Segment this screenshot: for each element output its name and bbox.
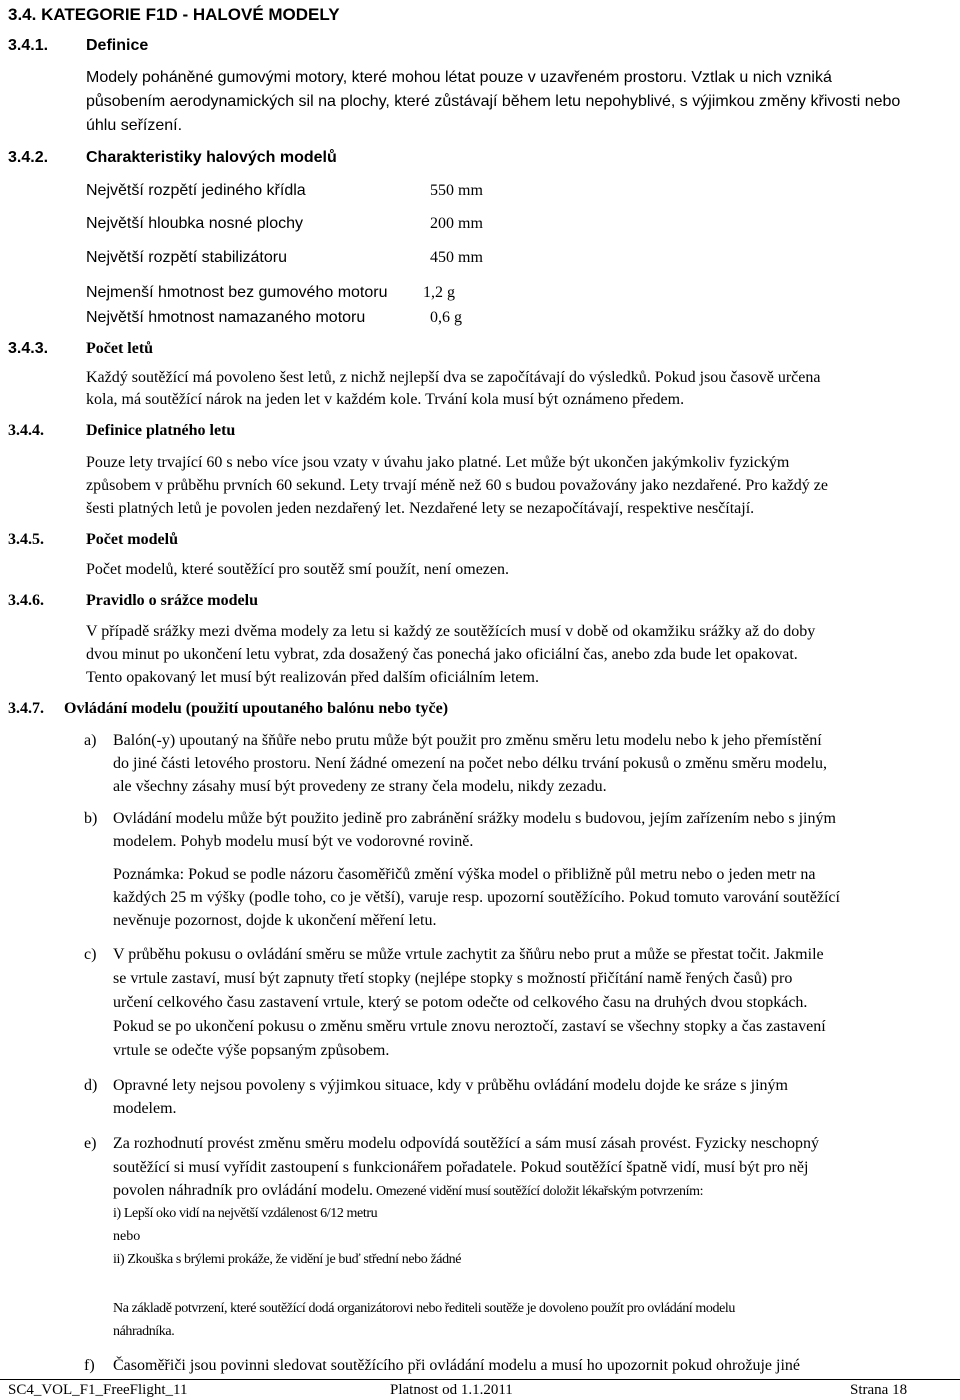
spec-label: Největší hloubka nosné plochy — [86, 215, 304, 232]
footer-page-number: Strana 18 — [850, 1382, 908, 1398]
text-line: nebo — [113, 1229, 141, 1244]
spec-label: Nejmenší hmotnost bez gumového motoru — [86, 284, 388, 301]
spec-label: Největší rozpětí jediného křídla — [86, 182, 306, 199]
spec-value: 450 mm — [430, 249, 483, 266]
section-number: 3.4.6. — [8, 592, 44, 609]
text-line: ale všechny zásahy musí být provedeny ze strany čela modelu, nikdy zezadu. — [113, 778, 607, 795]
list-marker: a) — [84, 732, 97, 749]
text-line: Pouze lety trvající 60 s nebo více jsou vzaty v úvahu jako platné. Let může být ukončen jakýmkoliv fyzickým — [86, 454, 790, 471]
text-line: dvou minut po ukončení letu vybrat, zda dosažený čas ponechá jako oficiální čas, anebo zda bude let opakovat. — [86, 646, 798, 663]
text-line: působením aerodynamických sil na plochy, které zůstávají během letu nepohyblivé, s výjimkou změny křivosti nebo — [86, 93, 901, 110]
text-line: vrtule se odečte výše popsaným způsobem. — [113, 1042, 390, 1059]
text-line: Každý soutěžící má povoleno šest letů, z nichž nejlepší dva se započítávají do výsledků. Pokud jsou časově určena — [86, 369, 821, 386]
text-fragment: povolen náhradník pro ovládání modelu. — [113, 1182, 373, 1199]
text-line: Počet modelů, které soutěžící pro soutěž smí použít, není omezen. — [86, 561, 509, 578]
section-number: 3.4.7. — [8, 700, 44, 717]
text-line: Ovládání modelu může být použito jedině pro zabránění srážky modelu s budovou, jejím zařízením nebo s jiným — [113, 810, 836, 827]
section-title: Počet modelů — [86, 531, 178, 548]
text-line: modelem. Pohyb modelu musí být ve vodorovné rovině. — [113, 833, 474, 850]
spec-label: Největší rozpětí stabilizátoru — [86, 249, 287, 266]
section-number: 3.4.3. — [8, 340, 49, 357]
section-title: Ovládání modelu (použití upoutaného balónu nebo tyče) — [64, 700, 449, 717]
text-line: kola, má soutěžící nárok na jeden let v každém kole. Trvání kola musí být oznámeno předem. — [86, 391, 685, 408]
text-line: ii) Zkouška s brýlemi prokáže, že vidění je buď střední nebo žádné — [113, 1252, 462, 1267]
text-line: i) Lepší oko vidí na největší vzdálenost 6/12 metru — [113, 1206, 378, 1221]
text-line: V případě srážky mezi dvěma modely za letu si každý ze soutěžících musí v době od okamžiku srážky až do doby — [86, 623, 816, 640]
text-line: Na základě potvrzení, které soutěžící dodá organizátorovi nebo řediteli soutěže je dovoleno použít pro ovládání modelu — [113, 1301, 735, 1316]
section-number: 3.4.1. — [8, 37, 49, 54]
list-marker: b) — [84, 810, 98, 827]
section-number: 3.4.2. — [8, 149, 49, 166]
text-line: modelem. — [113, 1100, 177, 1117]
text-line: Balón(-y) upoutaný na šňůře nebo prutu může být použit pro změnu směru letu modelu nebo k jeho přemístění — [113, 732, 822, 749]
section-title: Počet letů — [86, 340, 154, 357]
text-line: se vrtule zastaví, musí být zapnuty třetí stopky (nejlépe stopky s možností přičítání namě řených časů) pro — [113, 970, 793, 987]
text-line: do jiné části letového prostoru. Není žádné omezení na počet nebo délku trvání pokusů o změnu směru modelu, — [113, 755, 828, 772]
text-line — [113, 1179, 703, 1203]
text-line: soutěžící si musí vyřídit zastoupení s funkcionářem pořadatele. Pokud soutěžící špatně vidí, musí být pro něj — [113, 1159, 809, 1176]
spec-value: 200 mm — [430, 215, 483, 232]
list-marker: d) — [84, 1077, 98, 1094]
list-marker: c) — [84, 946, 97, 963]
text-line: určení celkového času zastavení vrtule, který se potom odečte od celkového času na druhých dvou stopkách. — [113, 994, 808, 1011]
section-title: Definice platného letu — [86, 422, 236, 439]
note-line: nevěnuje pozornost, dojde k ukončení měření letu. — [113, 912, 437, 929]
text-line: úhlu seřízení. — [86, 117, 183, 134]
text-line: Za rozhodnutí provést změnu směru modelu odpovídá soutěžící a sám musí zásah provést. Fyzicky neschopný — [113, 1135, 820, 1152]
section-number: 3.4.5. — [8, 531, 44, 548]
list-marker: f) — [84, 1357, 95, 1374]
note-line: každých 25 m výšky (podle toho, co je větší), varuje resp. upozorní soutěžícího. Pokud tomuto varování soutěžící — [113, 889, 840, 906]
footer-doc-id: SC4_VOL_F1_FreeFlight_11 — [8, 1382, 188, 1398]
page-heading: 3.4. KATEGORIE F1D - HALOVÉ MODELY — [8, 5, 340, 24]
spec-value: 1,2 g — [423, 284, 455, 301]
text-line: Tento opakovaný let musí být realizován před dalším oficiálním letem. — [86, 669, 539, 686]
section-title: Pravidlo o srážce modelu — [86, 592, 258, 609]
section-title: Definice — [86, 37, 149, 54]
spec-value: 0,6 g — [430, 309, 462, 326]
note-line: Poznámka: Pokud se podle názoru časoměřičů změní výška model o přibližně půl metru nebo o jeden metr na — [113, 866, 816, 883]
footer-validity: Platnost od 1.1.2011 — [390, 1382, 513, 1398]
section-number: 3.4.4. — [8, 422, 44, 439]
spec-value: 550 mm — [430, 182, 483, 199]
text-line: Opravné lety nejsou povoleny s výjimkou situace, kdy v průběhu ovládání modelu dojde ke sráze s jiným — [113, 1077, 788, 1094]
text-line: Modely poháněné gumovými motory, které mohou létat pouze v uzavřeném prostoru. Vztlak u nich vzniká — [86, 69, 832, 86]
text-line: šesti platných letů je povolen jeden nezdařený let. Nezdařené lety se nezapočítávají, respektive nesčítají. — [86, 500, 755, 517]
spec-label: Největší hmotnost namazaného motoru — [86, 309, 366, 326]
text-fragment: Omezené vidění musí soutěžící doložit lékařským potvrzením: — [372, 1184, 704, 1199]
text-line: náhradníka. — [113, 1324, 175, 1339]
text-line: V průběhu pokusu o ovládání směru se může vrtule zachytit za šňůru nebo prut a může se přestat točit. Jakmile — [113, 946, 824, 963]
text-line: způsobem v průběhu prvních 60 sekund. Lety trvají méně než 60 s budou považovány jako nezdařené. Pro každý ze — [86, 477, 828, 494]
text-line: Pokud se po ukončení pokusu o změnu směru vrtule znovu neroztočí, zastaví se všechny stopky a čas zastavení — [113, 1018, 826, 1035]
list-marker: e) — [84, 1135, 97, 1152]
section-title: Charakteristiky halových modelů — [86, 149, 337, 166]
text-line: Časoměřiči jsou povinni sledovat soutěžícího při ovládání modelu a musí ho upozornit pokud ohrožuje jiné — [113, 1357, 800, 1374]
